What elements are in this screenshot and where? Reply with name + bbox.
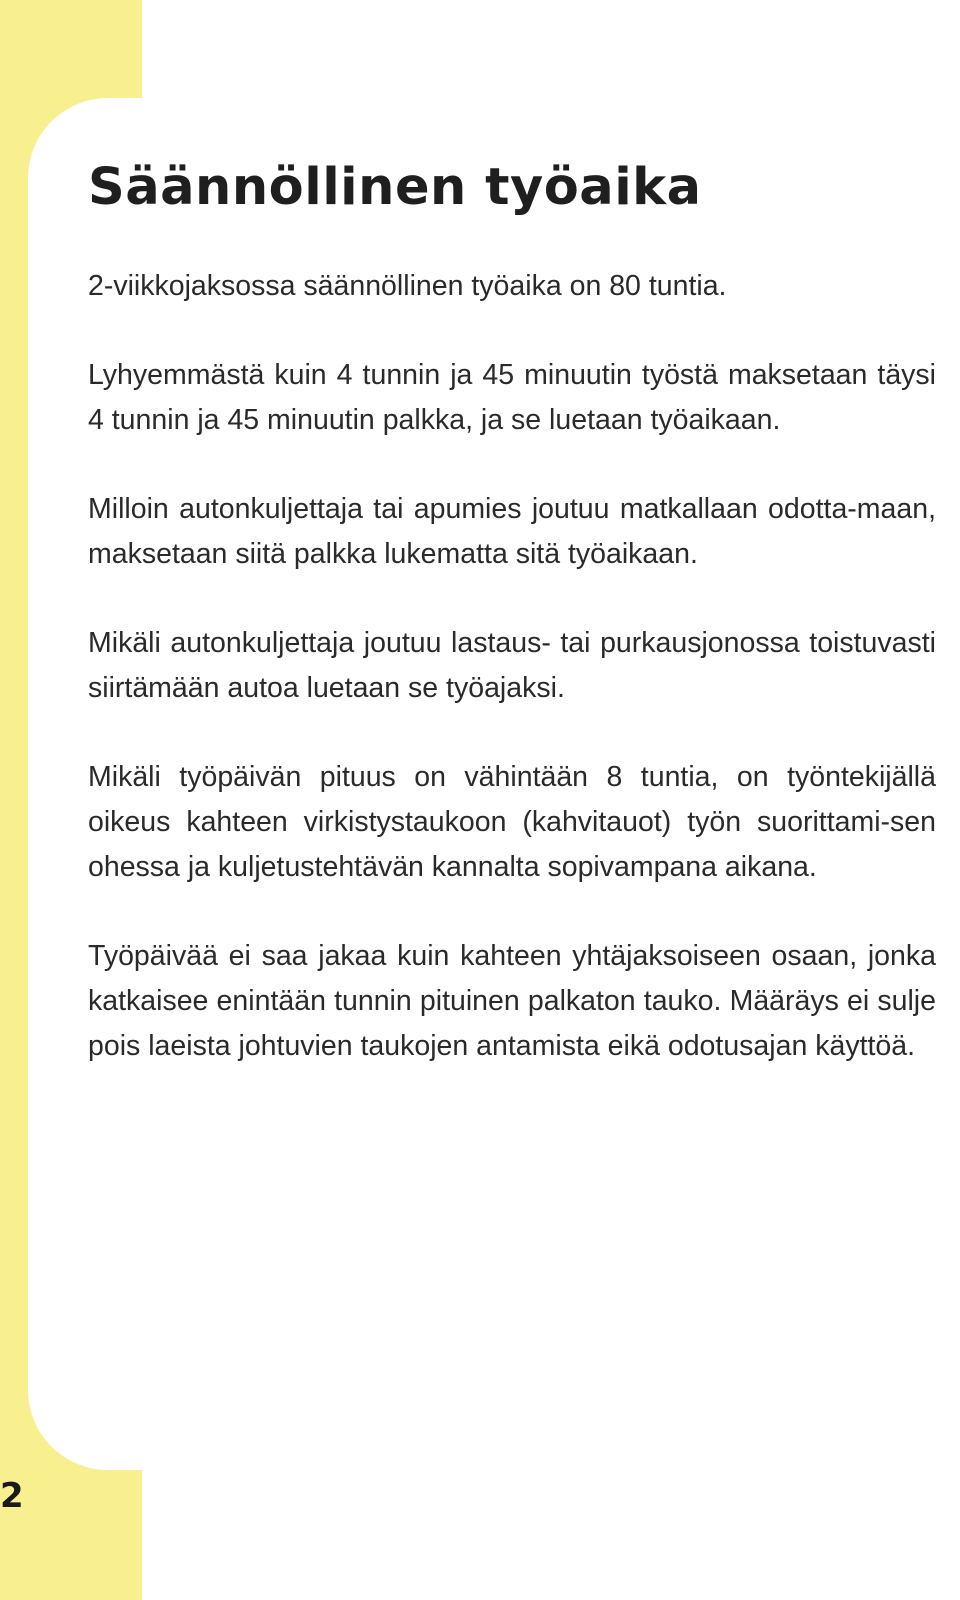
page-number: 2	[0, 1476, 24, 1516]
body-text	[88, 264, 936, 1113]
paragraph-coffee-breaks: Mikäli työpäivän pituus on vähintään 8 tuntia, on työntekijällä oikeus kahteen virkistystaukoon (kahvitauot) työn suorittami-sen ohessa ja kuljetustehtävän kannalta sopivampana aikana.	[88, 761, 936, 883]
page-title: Säännöllinen työaika	[88, 158, 702, 217]
paragraph-weekly-hours: 2-viikkojaksossa säännöllinen työaika on 80 tuntia.	[88, 270, 727, 302]
paragraph-queue-moving: Mikäli autonkuljettaja joutuu lastaus- tai purkausjonossa toistuvasti siirtämään autoa luetaan se työajaksi.	[88, 627, 936, 704]
paragraph-split-shift: Työpäivää ei saa jakaa kuin kahteen yhtäjaksoiseen osaan, jonka katkaisee enintään tunnin pituinen palkaton tauko. Määräys ei sulje pois laeista johtuvien taukojen antamista eikä odotusajan käyttöä.	[88, 940, 936, 1062]
paragraph-waiting-pay: Milloin autonkuljettaja tai apumies joutuu matkallaan odotta-maan, maksetaan siitä palkka lukematta sitä työaikaan.	[88, 493, 936, 570]
paragraph-minimum-pay: Lyhyemmästä kuin 4 tunnin ja 45 minuutin työstä maksetaan täysi 4 tunnin ja 45 minuutin palkka, ja se luetaan työaikaan.	[88, 359, 936, 436]
